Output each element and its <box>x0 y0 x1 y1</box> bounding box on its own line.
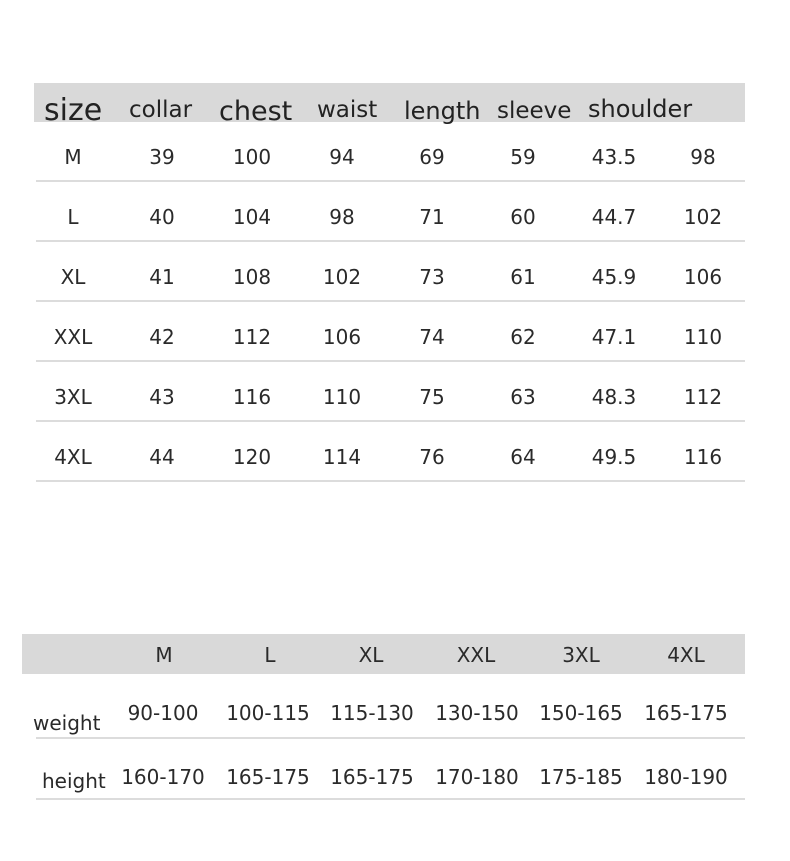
header-xl: XL <box>358 643 384 667</box>
header-m: M <box>155 643 173 667</box>
weight-4xl-cell: 165-175 <box>644 701 728 725</box>
chest-cell: 116 <box>232 385 272 409</box>
header-waist: waist <box>317 97 378 123</box>
header-size: size <box>44 93 103 128</box>
collar-cell: 44 <box>149 445 175 469</box>
header-3xl: 3XL <box>562 643 600 667</box>
length-cell: 75 <box>419 385 445 409</box>
length-cell: 69 <box>419 145 445 169</box>
chest-cell: 112 <box>232 325 272 349</box>
weight-label: weight <box>33 711 101 735</box>
collar-cell: 41 <box>149 265 175 289</box>
weight-l-cell: 100-115 <box>226 701 310 725</box>
table-row <box>34 242 745 302</box>
height-xxl-cell: 170-180 <box>435 765 519 789</box>
shoulder-cell: 48.3 <box>591 385 637 409</box>
length-cell: 71 <box>419 205 445 229</box>
header-shoulder: shoulder <box>588 95 693 123</box>
header-chest: chest <box>219 96 293 127</box>
height-4xl-cell: 180-190 <box>644 765 728 789</box>
chest-cell: 100 <box>232 145 272 169</box>
sleeve-cell: 60 <box>510 205 536 229</box>
sleeve-cell: 63 <box>510 385 536 409</box>
size-cell: XXL <box>53 325 93 349</box>
chest-cell: 108 <box>232 265 272 289</box>
height-m-cell: 160-170 <box>121 765 205 789</box>
height-3xl-cell: 175-185 <box>539 765 623 789</box>
size-cell: L <box>67 205 79 229</box>
waist-cell: 102 <box>322 265 362 289</box>
length-cell: 73 <box>419 265 445 289</box>
shoulder-cell: 43.5 <box>591 145 637 169</box>
table-row <box>34 122 745 182</box>
header-l: L <box>264 643 276 667</box>
table-row <box>22 739 745 800</box>
fit-table-header <box>22 634 745 674</box>
shoulder-cell: 45.9 <box>591 265 637 289</box>
waist-cell: 110 <box>322 385 362 409</box>
extra-cell: 98 <box>690 145 716 169</box>
height-xl-cell: 165-175 <box>330 765 414 789</box>
length-cell: 74 <box>419 325 445 349</box>
weight-3xl-cell: 150-165 <box>539 701 623 725</box>
waist-cell: 114 <box>322 445 362 469</box>
waist-cell: 106 <box>322 325 362 349</box>
collar-cell: 39 <box>149 145 175 169</box>
header-sleeve: sleeve <box>497 98 572 124</box>
weight-height-table <box>22 634 745 800</box>
header-collar: collar <box>129 97 193 123</box>
shoulder-cell: 47.1 <box>591 325 637 349</box>
chest-cell: 104 <box>232 205 272 229</box>
waist-cell: 94 <box>329 145 355 169</box>
size-cell: XL <box>60 265 86 289</box>
extra-cell: 112 <box>683 385 723 409</box>
weight-m-cell: 90-100 <box>127 701 199 725</box>
shoulder-cell: 49.5 <box>591 445 637 469</box>
length-cell: 76 <box>419 445 445 469</box>
sleeve-cell: 62 <box>510 325 536 349</box>
size-cell: 4XL <box>54 445 92 469</box>
waist-cell: 98 <box>329 205 355 229</box>
size-cell: M <box>64 145 82 169</box>
collar-cell: 40 <box>149 205 175 229</box>
size-table-header <box>34 83 745 128</box>
table-row <box>34 362 745 422</box>
height-l-cell: 165-175 <box>226 765 310 789</box>
header-4xl: 4XL <box>667 643 705 667</box>
sleeve-cell: 61 <box>510 265 536 289</box>
sleeve-cell: 64 <box>510 445 536 469</box>
height-label: height <box>42 769 106 793</box>
header-xxl: XXL <box>456 643 496 667</box>
size-cell: 3XL <box>54 385 92 409</box>
sleeve-cell: 59 <box>510 145 536 169</box>
extra-cell: 116 <box>683 445 723 469</box>
table-row <box>22 674 745 739</box>
table-row <box>34 422 745 482</box>
collar-cell: 43 <box>149 385 175 409</box>
extra-cell: 106 <box>683 265 723 289</box>
weight-xl-cell: 115-130 <box>330 701 414 725</box>
size-measurement-table <box>34 83 745 482</box>
table-row <box>34 302 745 362</box>
weight-xxl-cell: 130-150 <box>435 701 519 725</box>
shoulder-cell: 44.7 <box>591 205 637 229</box>
extra-cell: 110 <box>683 325 723 349</box>
header-length: length <box>404 97 481 125</box>
collar-cell: 42 <box>149 325 175 349</box>
extra-cell: 102 <box>683 205 723 229</box>
table-row <box>34 182 745 242</box>
chest-cell: 120 <box>232 445 272 469</box>
